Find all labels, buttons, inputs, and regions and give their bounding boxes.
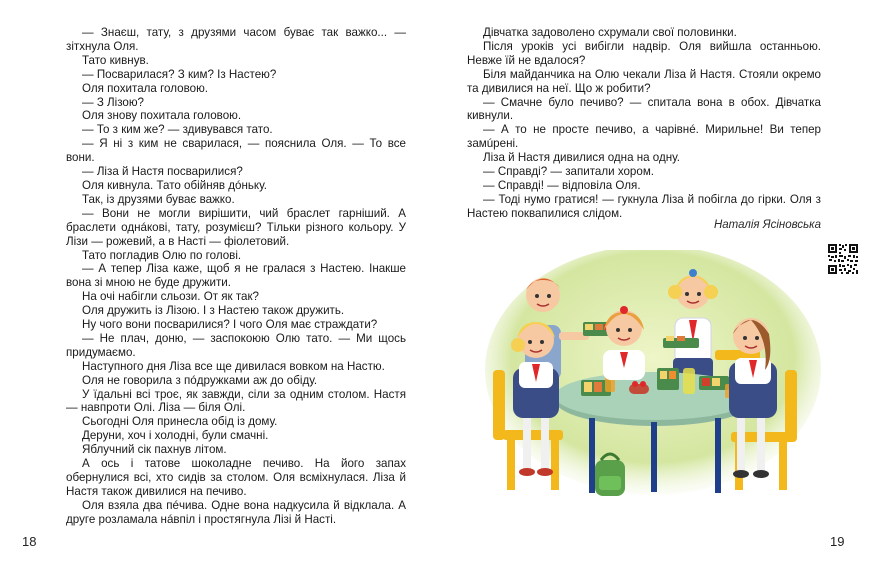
- right-page: [435, 0, 870, 566]
- story-paragraph: Оля не говорила з пóдружками аж до обіду.: [82, 373, 318, 387]
- story-paragraph: Оля кивнула. Тато обійняв дóньку.: [82, 178, 267, 192]
- page-number-left: 18: [22, 534, 37, 549]
- story-paragraph: Ну чого вони посварилися? І чого Оля має страждати?: [82, 318, 378, 332]
- story-paragraph: На очі набігли сльози. От як так?: [82, 290, 259, 304]
- author-name: Наталія Ясіновська: [713, 219, 821, 231]
- story-paragraph: Яблучний сік пахнув літом.: [82, 443, 227, 457]
- story-paragraph: Після уроків усі вибігли надвір. Оля вийшла останньою. Невже їй не вдалося?: [467, 39, 821, 67]
- story-paragraph: Оля похитала головою.: [82, 81, 208, 95]
- story-paragraph: Біля майданчика на Олю чекали Ліза й Настя. Стояли окремо та дивилися на неї. Що ж робити?: [467, 67, 821, 95]
- story-paragraph: — З Лізою?: [82, 95, 144, 109]
- story-paragraph: Оля взяла два пéчива. Одне вона надкусила й відклала. А друге розламала нáвпіл і простягнула Лізі й Насті.: [66, 498, 406, 526]
- story-paragraph: — Справді! — відповіла Оля.: [483, 178, 641, 192]
- story-paragraph: — То з ким же? — здивувався тато.: [82, 123, 273, 137]
- qr-code-icon[interactable]: [827, 243, 859, 275]
- story-paragraph: Тато погладив Олю по голові.: [82, 248, 242, 262]
- story-paragraph: — Справді? — запитали хором.: [483, 165, 655, 179]
- story-paragraph: — Знаєш, тату, з друзями часом буває так важко... — зітхнула Оля.: [66, 26, 406, 53]
- children-at-table-illustration: [485, 250, 821, 512]
- story-paragraph: Дівчатка задоволено схрумали свої половинки.: [483, 26, 737, 39]
- story-paragraph: — Смачне було печиво? — спитала вона в обох. Дівчатка кивнули.: [467, 95, 821, 123]
- story-paragraph: Наступного дня Ліза все ще дивилася вовком на Настю.: [82, 359, 385, 373]
- story-paragraph: Оля знову похитала головою.: [82, 109, 242, 123]
- right-text-column: [467, 26, 821, 221]
- story-paragraph: — Ліза й Настя посварилися?: [82, 165, 243, 179]
- story-paragraph: А ось і татове шоколадне печиво. На його запах обернулися всі, хто сидів за столом. Оля всміхнулася. Ліза й Настя також дивилися на печиво.: [66, 457, 406, 498]
- left-text-column: [66, 26, 406, 527]
- story-paragraph: У їдальні всі троє, як завжди, сіли за одним столом. Настя — навпроти Олі. Ліза — біля Олі.: [66, 387, 406, 415]
- story-paragraph: Тато кивнув.: [82, 53, 149, 67]
- story-paragraph: — Вони не могли вирішити, чий браслет гарніший. А браслети однáкові, тату, розумієш? Тільки різного кольору. У Лізи — рожевий, а в Насті — фіолетовий.: [66, 206, 406, 248]
- story-paragraph: Так, із друзями буває важко.: [82, 192, 235, 206]
- story-paragraph: — А тепер Ліза каже, щоб я не гралася з Настею. Інакше вона зі мною не буде дружити.: [66, 262, 406, 290]
- story-paragraph: Ліза й Настя дивилися одна на одну.: [483, 151, 681, 165]
- story-paragraph: Оля дружить із Лізою. І з Настею також дружить.: [82, 304, 345, 318]
- story-paragraph: Деруни, хоч і холодні, були смачні.: [82, 429, 269, 443]
- story-paragraph: Сьогодні Оля принесла обід із дому.: [82, 415, 278, 429]
- story-paragraph: — А то не просте печиво, а чарівнé. Мирильне! Ви тепер замúрені.: [467, 123, 821, 151]
- story-paragraph: — Я ні з ким не сварилася, — пояснила Оля. — То все вони.: [66, 137, 406, 165]
- story-paragraph: — Посварилася? З ким? Із Настею?: [82, 67, 277, 81]
- page-number-right: 19: [830, 534, 845, 549]
- story-paragraph: — Тоді нумо гратися! — гукнула Ліза й побігла до гірки. Оля з Настею поквапилися слідом.: [467, 192, 821, 220]
- story-paragraph: — Не плач, доню, — заспокоюю Олю тато. — Ми щось придумаємо.: [66, 331, 406, 359]
